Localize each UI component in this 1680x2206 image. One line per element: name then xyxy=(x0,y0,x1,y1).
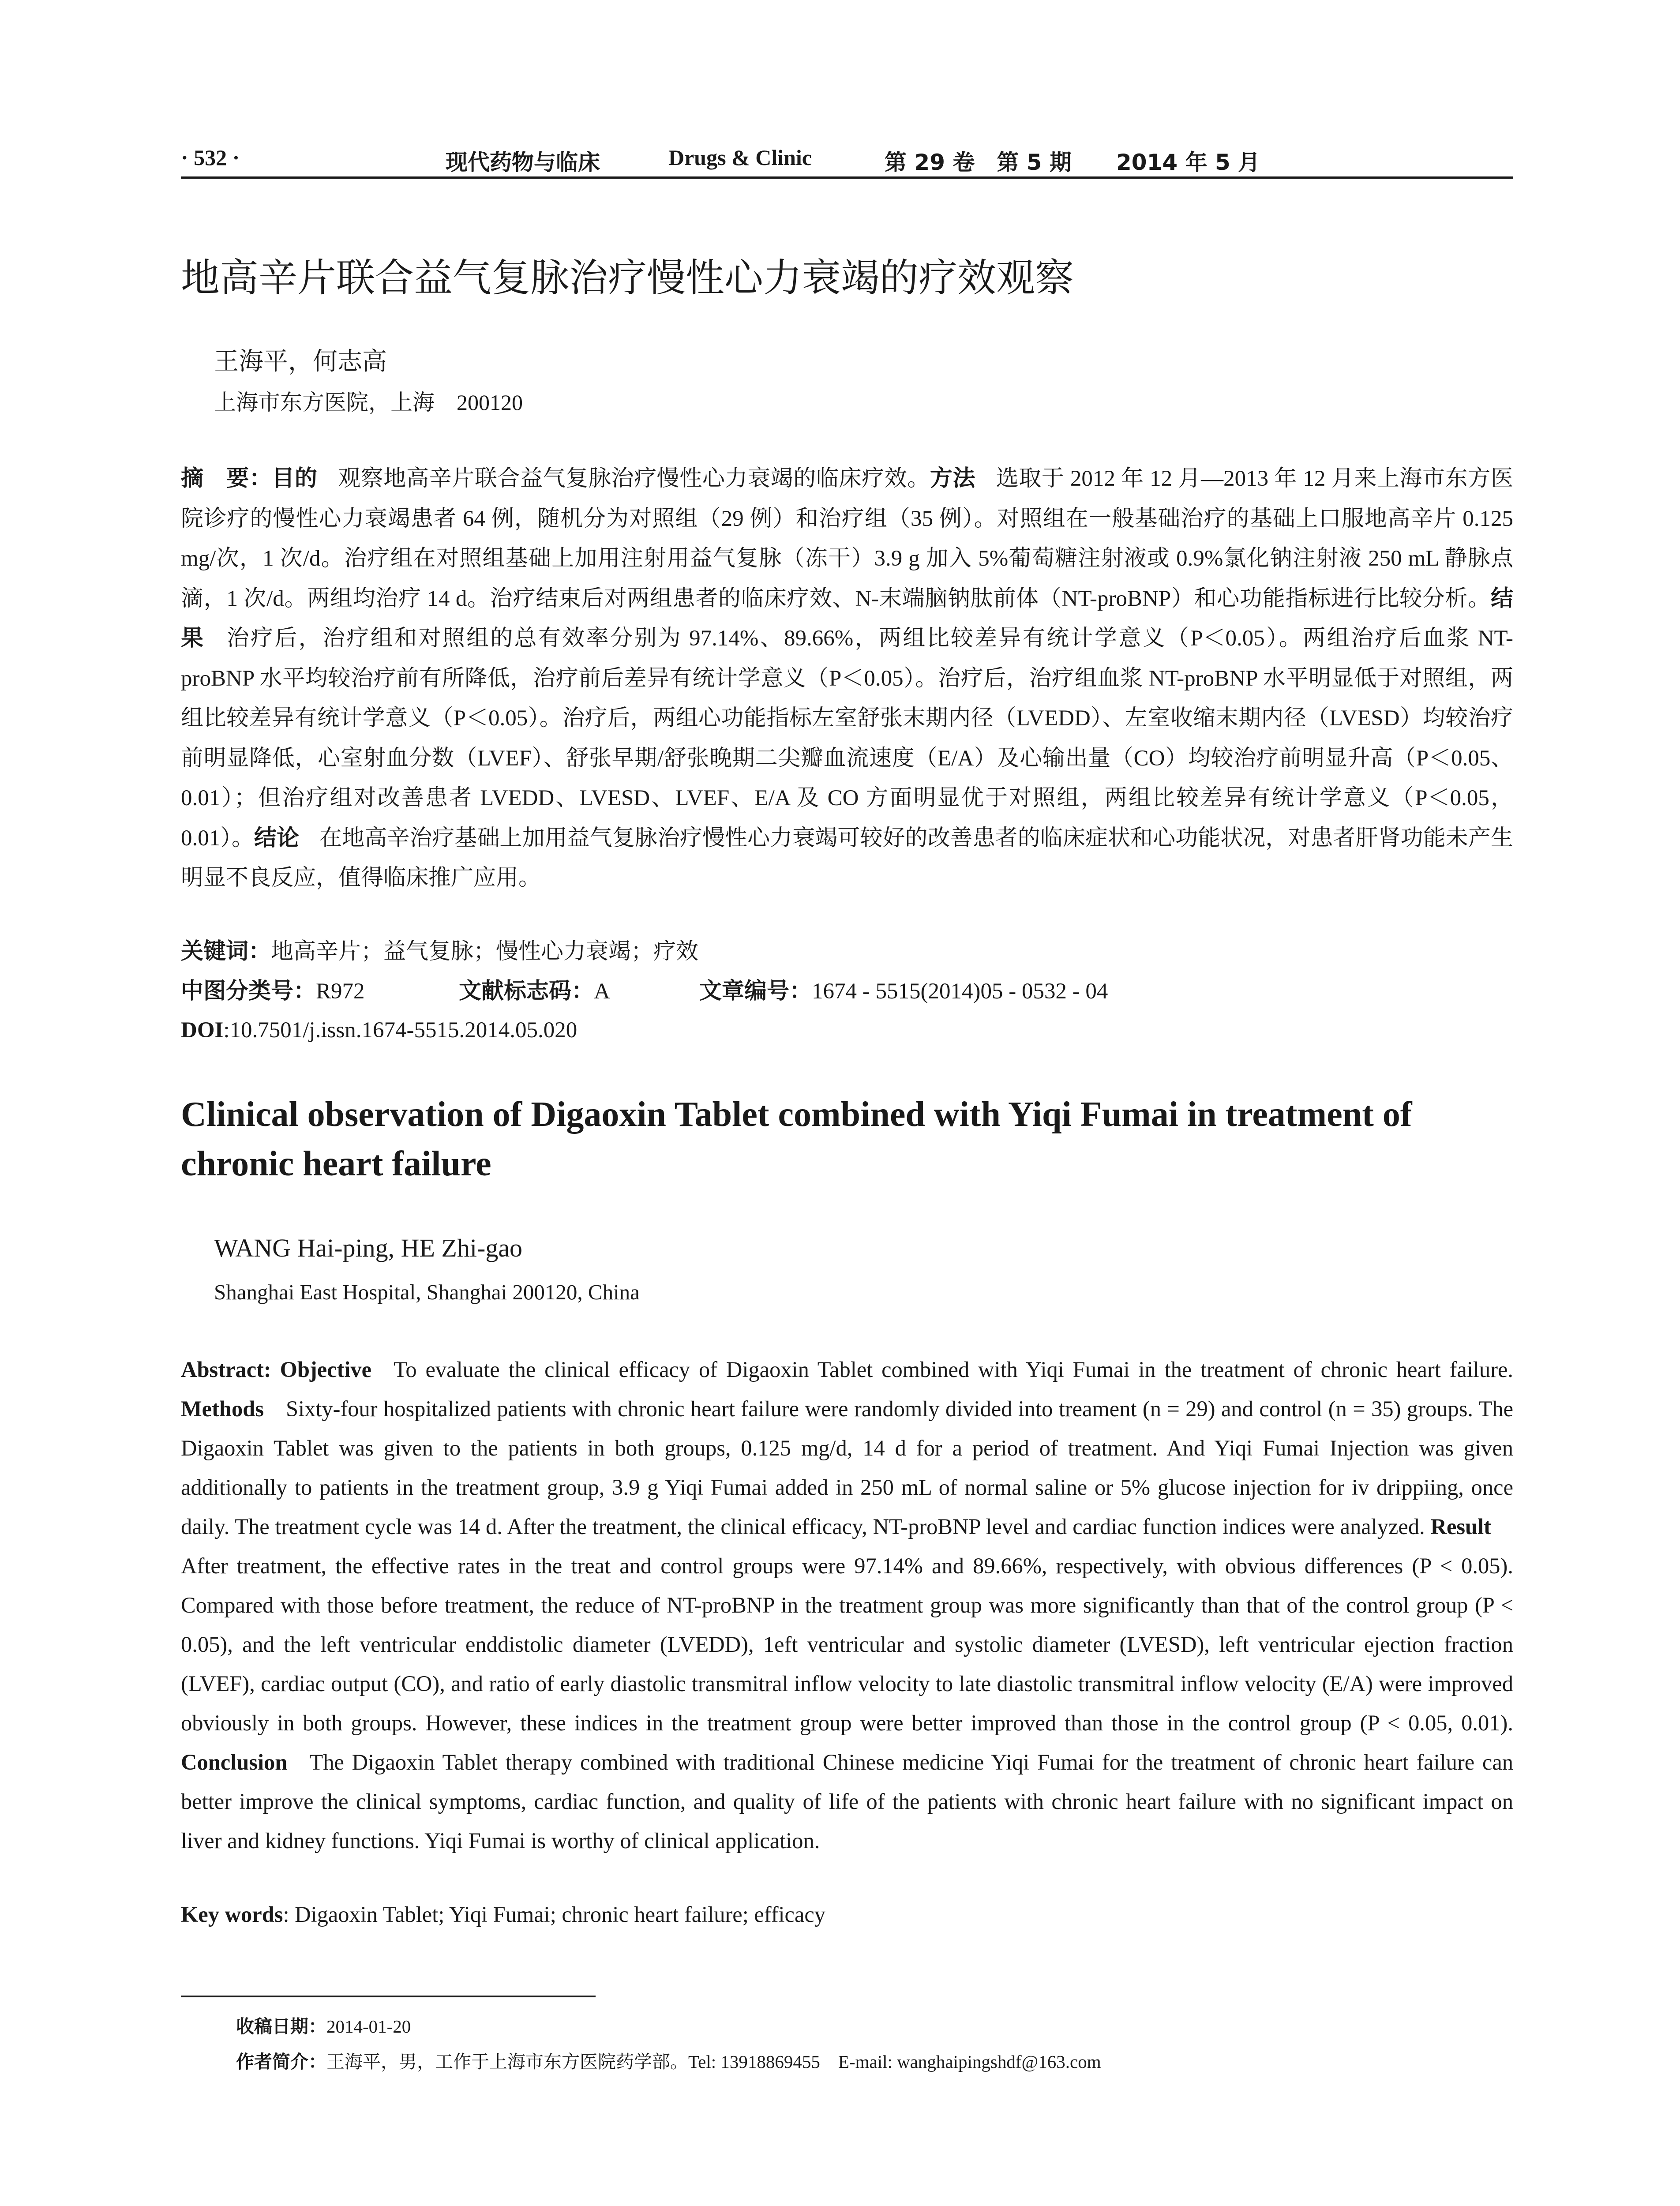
clc-number: R972 xyxy=(316,979,365,1004)
keywords-label-en: Key words xyxy=(181,1902,283,1927)
result-text-en: After treatment, the effective rates in the treat and control groups were 97.14% and 89.66%, respectively, with obvious differences (P < 0.05). Compared with those before treatment, the reduce of NT-proBNP in the treatment group was more significantly than that of the control group (P < 0.05), and the left ventricular enddistolic diameter (LVEDD), 1eft ventricular and systolic diameter (LVESD), left ventricular ejection fraction (LVEF), cardiac output (CO), and ratio of early diastolic transmitral inflow velocity to late diastolic transmitral inflow velocity (E/A) were improved obviously in both groups. However, these indices in the treatment group were better improved than those in the control group (P < 0.05, 0.01). xyxy=(181,1553,1513,1735)
abstract-en xyxy=(181,1350,1513,1861)
conclusion-text-en: The Digaoxin Tablet therapy combined with traditional Chinese medicine Yiqi Fumai for the treatment of chronic heart failure can better improve the clinical symptoms, cardiac function, and quality of life of the patients with chronic heart failure with no significant impact on liver and kidney functions. Yiqi Fumai is worthy of clinical application. xyxy=(181,1750,1513,1853)
abstract-cn xyxy=(181,459,1513,898)
keywords-en: : Digaoxin Tablet; Yiqi Fumai; chronic heart failure; efficacy xyxy=(283,1902,826,1927)
volume-issue: 第 29 卷 第 5 期 xyxy=(885,150,1072,175)
page-number: · 532 · xyxy=(181,145,240,170)
clc-label: 中图分类号： xyxy=(181,978,316,1004)
objective-label-en: Abstract: Objective xyxy=(181,1357,372,1382)
result-label-en: Result xyxy=(1430,1514,1491,1539)
results-text-cn: 治疗后，治疗组和对照组的总有效率分别为 97.14%、89.66%，两组比较差异有统计学意义（P＜0.05）。两组治疗后血浆 NT-proBNP 水平均较治疗前有所降低，治疗前后差异有统计学意义（P＜0.05）。治疗后，治疗组血浆 NT-proBNP 水平明显低于对照组，两组比较差异有统计学意义（P＜0.05）。治疗后，两组心功能指标左室舒张末期内径（LVEDD）、左室收缩末期内径（LVESD）均较治疗前明显降低，心室射血分数（LVEF）、舒张早期/舒张晚期二尖瓣血流速度（E/A）及心输出量（CO）均较治疗前明显升高（P＜0.05、0.01）；但治疗组对改善患者 LVEDD、LVESD、LVEF、E/A 及 CO 方面明显优于对照组，两组比较差异有统计学意义（P＜0.05，0.01）。 xyxy=(181,626,1513,851)
article-number-label: 文章编号： xyxy=(699,978,812,1004)
author-bio-label: 作者简介： xyxy=(236,2051,326,2072)
authors-en: WANG Hai-ping, HE Zhi-gao xyxy=(214,1234,523,1262)
doi-label: DOI xyxy=(181,1018,224,1043)
authors-cn: 王海平，何志高 xyxy=(214,348,387,375)
doc-code-line xyxy=(459,972,610,1011)
objective-text-cn: 观察地高辛片联合益气复脉治疗慢性心力衰竭的临床疗效。 xyxy=(338,466,930,491)
doi-value: :10.7501/j.issn.1674-5515.2014.05.020 xyxy=(223,1018,578,1043)
keywords-cn-line xyxy=(181,932,698,972)
received-date: 2014-01-20 xyxy=(326,2016,411,2037)
methods-label-en: Methods xyxy=(181,1396,264,1421)
keywords-en-line xyxy=(181,1902,825,1927)
abstract-label-cn: 摘 要： xyxy=(181,465,272,491)
keywords-cn: 地高辛片；益气复脉；慢性心力衰竭；疗效 xyxy=(271,939,699,964)
methods-label-cn: 方法 xyxy=(930,465,976,491)
footnote-rule xyxy=(181,1996,596,1997)
keywords-label-cn: 关键词： xyxy=(181,938,271,964)
results-label-cn: 结果 xyxy=(181,585,1513,651)
author-bio: 王海平，男，工作于上海市东方医院药学部。Tel: 13918869455 E-mail: wanghaipingshdf@163.com xyxy=(326,2052,1101,2072)
affiliation-cn: 上海市东方医院，上海 200120 xyxy=(214,390,523,415)
author-bio-line xyxy=(236,2047,1101,2073)
objective-label-cn: 目的 xyxy=(272,465,318,491)
methods-text-en: Sixty-four hospitalized patients with chronic heart failure were randomly divided into treament (n = 29) and control (n = 35) groups. The Digaoxin Tablet was given to the patients in both groups, 0.125 mg/d, 14 d for a period of treatment. And Yiqi Fumai Injection was given additionally to patients in the treatment group, 3.9 g Yiqi Fumai added in 250 mL of normal saline or 5% glucose injection for iv drippiing, once daily. The treatment cycle was 14 d. After the treatment, the clinical efficacy, NT-proBNP level and cardiac function indices were analyzed. xyxy=(181,1396,1513,1539)
classification-line xyxy=(181,972,365,1011)
received-date-line xyxy=(236,2012,411,2038)
doc-code-label: 文献标志码： xyxy=(459,978,594,1004)
doc-code: A xyxy=(594,979,610,1004)
journal-name-cn: 现代药物与临床 xyxy=(446,149,600,175)
methods-text-cn: 选取于 2012 年 12 月—2013 年 12 月来上海市东方医院诊疗的慢性心力衰竭患者 64 例，随机分为对照组（29 例）和治疗组（35 例）。对照组在一般基础治疗的基础上口服地高辛片 0.125 mg/次，1 次/d。治疗组在对照组基础上加用注射用益气复脉（冻干）3.9 g 加入 5%葡萄糖注射液或 0.9%氯化钠注射液 250 mL 静脉点滴，1 次/d。两组均治疗 14 d。治疗结束后对两组患者的临床疗效、N-末端脑钠肽前体（NT-proBNP）和心功能指标进行比较分析。 xyxy=(181,466,1513,611)
objective-text-en: To evaluate the clinical efficacy of Digaoxin Tablet combined with Yiqi Fumai in the treatment of chronic heart failure. xyxy=(394,1357,1513,1382)
conclusion-text-cn: 在地高辛治疗基础上加用益气复脉治疗慢性心力衰竭可较好的改善患者的临床症状和心功能状况，对患者肝肾功能未产生明显不良反应，值得临床推广应用。 xyxy=(181,825,1513,890)
journal-name-en: Drugs & Clinic xyxy=(668,145,812,170)
article-title-en: Clinical observation of Digaoxin Tablet combined with Yiqi Fumai in treatment of chronic heart failure xyxy=(181,1095,1412,1183)
issue-date: 2014 年 5 月 xyxy=(1116,150,1260,175)
doi-line xyxy=(181,1010,577,1050)
conclusion-label-cn: 结论 xyxy=(254,825,300,851)
conclusion-label-en: Conclusion xyxy=(181,1750,288,1775)
received-label: 收稿日期： xyxy=(236,2016,326,2037)
header-rule xyxy=(181,176,1513,179)
article-number-line xyxy=(699,972,1108,1011)
running-header xyxy=(181,140,1513,180)
article-number: 1674 - 5515(2014)05 - 0532 - 04 xyxy=(812,979,1108,1004)
article-title-cn: 地高辛片联合益气复脉治疗慢性心力衰竭的疗效观察 xyxy=(181,255,1074,300)
affiliation-en: Shanghai East Hospital, Shanghai 200120, China xyxy=(214,1280,640,1304)
